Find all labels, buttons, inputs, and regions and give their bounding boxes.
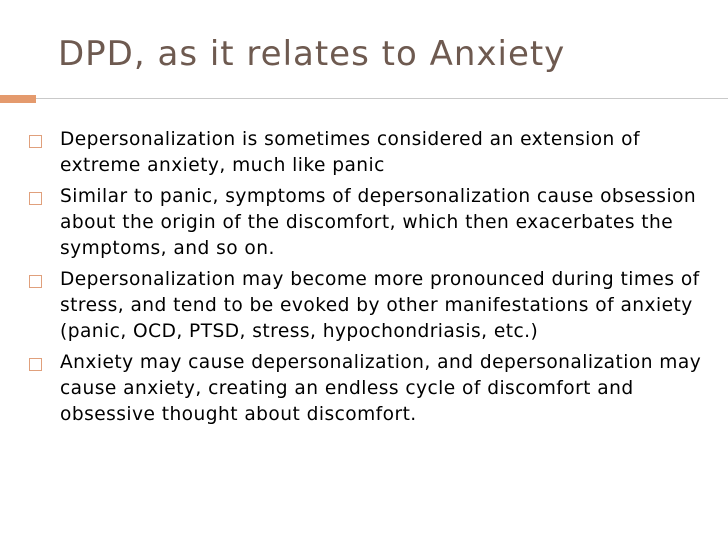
- hollow-square-bullet-icon: [29, 358, 42, 371]
- bullet-item: [26, 127, 716, 179]
- bullet-text: Depersonalization may become more pronounced during times of stress, and tend to be evoked by other manifestations of anxiety (panic, OCD, PTSD, stress, hypochondriasis, etc.): [60, 269, 700, 342]
- divider-accent-block: [0, 95, 36, 103]
- bullet-text: Similar to panic, symptoms of depersonalization cause obsession about the origin of the discomfort, which then exacerbates the symptoms, and so on.: [60, 186, 697, 259]
- bullet-text: Depersonalization is sometimes considered an extension of extreme anxiety, much like panic: [60, 129, 640, 176]
- hollow-square-bullet-icon: [29, 135, 42, 148]
- bullet-item: [26, 184, 716, 262]
- hollow-square-bullet-icon: [29, 192, 42, 205]
- hollow-square-bullet-icon: [29, 275, 42, 288]
- bullet-list: [26, 127, 716, 433]
- bullet-item: [26, 267, 716, 345]
- title-divider: [0, 95, 728, 103]
- bullet-text: Anxiety may cause depersonalization, and depersonalization may cause anxiety, creating an endless cycle of discomfort and obsessive thought about discomfort.: [60, 352, 702, 425]
- divider-rule: [36, 98, 728, 99]
- slide-title: DPD, as it relates to Anxiety: [58, 34, 566, 74]
- bullet-item: [26, 350, 716, 428]
